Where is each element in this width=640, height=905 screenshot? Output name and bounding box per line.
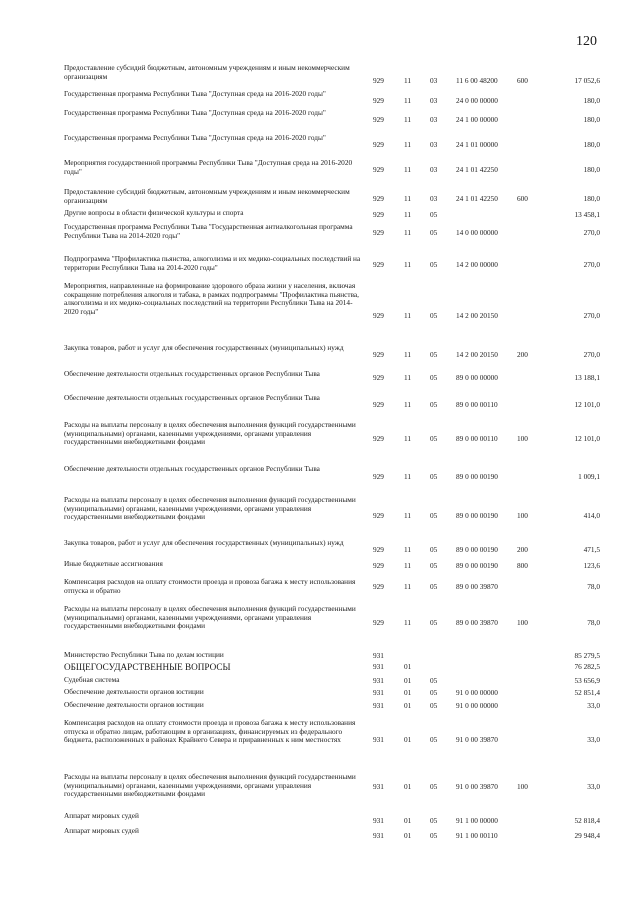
subsection-code: 05 bbox=[430, 545, 438, 554]
amount: 12 101,0 bbox=[574, 400, 600, 409]
amount: 78,0 bbox=[587, 582, 600, 591]
amount: 471,5 bbox=[583, 545, 600, 554]
ministry-code: 929 bbox=[373, 373, 384, 382]
section-code: 01 bbox=[404, 782, 412, 791]
subsection-code: 03 bbox=[430, 140, 438, 149]
row-description: Обеспечение деятельности органов юстиции bbox=[64, 700, 204, 709]
ministry-code: 929 bbox=[373, 194, 384, 203]
target-article-code: 91 1 00 00000 bbox=[456, 816, 498, 825]
row-description: Государственная программа Республики Тыва "Доступная среда на 2016-2020 годы" bbox=[64, 89, 326, 98]
target-article-code: 89 0 00 00110 bbox=[456, 434, 498, 443]
ministry-code: 929 bbox=[373, 165, 384, 174]
target-article-code: 14 2 00 20150 bbox=[456, 350, 498, 359]
row-description: Аппарат мировых судей bbox=[64, 811, 139, 820]
row-description: Закупка товаров, работ и услуг для обеспечения государственных (муниципальных) нужд bbox=[64, 343, 344, 352]
row-description: Предоставление субсидий бюджетным, автономным учреждениям и иным некоммерческим организациям bbox=[64, 187, 350, 205]
ministry-code: 929 bbox=[373, 545, 384, 554]
row-description: Подпрограмма "Профилактика пьянства, алкоголизма и их медико-социальных последствий на территории Республики Тыва на 2014-2020 годы" bbox=[64, 254, 361, 272]
row-description: Расходы на выплаты персоналу в целях обеспечения выполнения функций государственными (муниципальными) органами, казенными учреждениями, органами управления государственными внебюджетными фондами bbox=[64, 772, 356, 799]
ministry-code: 931 bbox=[373, 735, 384, 744]
section-code: 11 bbox=[404, 228, 412, 237]
target-article-code: 11 6 00 48200 bbox=[456, 76, 498, 85]
amount: 33,0 bbox=[587, 701, 600, 710]
section-code: 11 bbox=[404, 582, 412, 591]
amount: 270,0 bbox=[583, 350, 600, 359]
ministry-code: 929 bbox=[373, 260, 384, 269]
target-article-code: 89 0 00 00000 bbox=[456, 373, 498, 382]
row-description: Обеспечение деятельности отдельных государственных органов Республики Тыва bbox=[64, 393, 320, 402]
expense-type-code: 600 bbox=[517, 76, 528, 85]
target-article-code: 14 2 00 20150 bbox=[456, 311, 498, 320]
row-description: Компенсация расходов на оплату стоимости проезда и провоза багажа к месту использования отпуска и обратно bbox=[64, 577, 356, 595]
ministry-code: 929 bbox=[373, 434, 384, 443]
ministry-code: 929 bbox=[373, 472, 384, 481]
ministry-code: 929 bbox=[373, 400, 384, 409]
amount: 52 851,4 bbox=[574, 688, 600, 697]
ministry-code: 931 bbox=[373, 816, 384, 825]
subsection-code: 03 bbox=[430, 76, 438, 85]
subsection-code: 05 bbox=[430, 260, 438, 269]
amount: 1 009,1 bbox=[578, 472, 600, 481]
subsection-code: 05 bbox=[430, 311, 438, 320]
target-article-code: 89 0 00 39870 bbox=[456, 618, 498, 627]
subsection-code: 05 bbox=[430, 400, 438, 409]
ministry-code: 931 bbox=[373, 701, 384, 710]
section-code: 11 bbox=[404, 434, 412, 443]
amount: 76 282,5 bbox=[574, 662, 600, 671]
subsection-code: 03 bbox=[430, 194, 438, 203]
target-article-code: 24 1 00 00000 bbox=[456, 115, 498, 124]
amount: 180,0 bbox=[583, 165, 600, 174]
ministry-code: 929 bbox=[373, 350, 384, 359]
subsection-code: 05 bbox=[430, 511, 438, 520]
section-code: 11 bbox=[404, 115, 412, 124]
section-code: 01 bbox=[404, 676, 412, 685]
amount: 12 101,0 bbox=[574, 434, 600, 443]
ministry-code: 929 bbox=[373, 115, 384, 124]
amount: 414,0 bbox=[583, 511, 600, 520]
row-description: Расходы на выплаты персоналу в целях обеспечения выполнения функций государственными (муниципальными) органами, казенными учреждениями, органами управления государственными внебюджетными фондами bbox=[64, 604, 356, 631]
ministry-code: 929 bbox=[373, 210, 384, 219]
target-article-code: 89 0 00 39870 bbox=[456, 582, 498, 591]
amount: 33,0 bbox=[587, 782, 600, 791]
amount: 180,0 bbox=[583, 140, 600, 149]
section-code: 11 bbox=[404, 210, 412, 219]
ministry-code: 931 bbox=[373, 662, 384, 671]
subsection-code: 05 bbox=[430, 472, 438, 481]
page-number: 120 bbox=[576, 34, 597, 49]
ministry-code: 929 bbox=[373, 96, 384, 105]
target-article-code: 89 0 00 00190 bbox=[456, 472, 498, 481]
subsection-code: 05 bbox=[430, 618, 438, 627]
row-description: Обеспечение деятельности органов юстиции bbox=[64, 687, 204, 696]
subsection-code: 05 bbox=[430, 701, 438, 710]
row-description: Расходы на выплаты персоналу в целях обеспечения выполнения функций государственными (муниципальными) органами, казенными учреждениями, органами управления государственными внебюджетными фондами bbox=[64, 420, 356, 447]
section-code: 11 bbox=[404, 311, 412, 320]
row-description: Расходы на выплаты персоналу в целях обеспечения выполнения функций государственными (муниципальными) органами, казенными учреждениями, органами управления государственными внебюджетными фондами bbox=[64, 495, 356, 522]
expense-type-code: 100 bbox=[517, 434, 528, 443]
target-article-code: 24 1 01 42250 bbox=[456, 194, 498, 203]
subsection-code: 05 bbox=[430, 350, 438, 359]
ministry-code: 929 bbox=[373, 511, 384, 520]
expense-type-code: 600 bbox=[517, 194, 528, 203]
ministry-code: 931 bbox=[373, 688, 384, 697]
amount: 180,0 bbox=[583, 115, 600, 124]
target-article-code: 24 1 01 42250 bbox=[456, 165, 498, 174]
expense-type-code: 100 bbox=[517, 511, 528, 520]
section-code: 11 bbox=[404, 76, 412, 85]
subsection-code: 05 bbox=[430, 582, 438, 591]
expense-type-code: 200 bbox=[517, 545, 528, 554]
subsection-code: 05 bbox=[430, 373, 438, 382]
expense-type-code: 200 bbox=[517, 350, 528, 359]
expense-type-code: 100 bbox=[517, 618, 528, 627]
amount: 52 818,4 bbox=[574, 816, 600, 825]
row-description: Мероприятия государственной программы Республики Тыва "Доступная среда на 2016-2020 годы" bbox=[64, 158, 353, 176]
row-description: Обеспечение деятельности отдельных государственных органов Республики Тыва bbox=[64, 369, 320, 378]
row-description: Государственная программа Республики Тыва "Государственная антиалкогольная программа Республики Тыва на 2014-2020 годы" bbox=[64, 222, 353, 240]
section-code: 11 bbox=[404, 373, 412, 382]
row-description: Аппарат мировых судей bbox=[64, 826, 139, 835]
row-description: Иные бюджетные ассигнования bbox=[64, 559, 163, 568]
row-description: Предоставление субсидий бюджетным, автономным учреждениям и иным некоммерческим организациям bbox=[64, 63, 350, 81]
section-code: 11 bbox=[404, 511, 412, 520]
target-article-code: 14 2 00 00000 bbox=[456, 260, 498, 269]
ministry-code: 931 bbox=[373, 831, 384, 840]
section-code: 11 bbox=[404, 618, 412, 627]
section-code: 01 bbox=[404, 688, 412, 697]
ministry-code: 929 bbox=[373, 582, 384, 591]
subsection-code: 05 bbox=[430, 782, 438, 791]
target-article-code: 89 0 00 00190 bbox=[456, 545, 498, 554]
section-code: 11 bbox=[404, 165, 412, 174]
amount: 85 279,5 bbox=[574, 651, 600, 660]
amount: 17 052,6 bbox=[574, 76, 600, 85]
amount: 29 948,4 bbox=[574, 831, 600, 840]
section-code: 01 bbox=[404, 662, 412, 671]
target-article-code: 24 0 00 00000 bbox=[456, 96, 498, 105]
row-description: Судебная система bbox=[64, 675, 120, 684]
subsection-code: 05 bbox=[430, 676, 438, 685]
amount: 13 458,1 bbox=[574, 210, 600, 219]
target-article-code: 89 0 00 00190 bbox=[456, 511, 498, 520]
section-code: 11 bbox=[404, 96, 412, 105]
section-code: 01 bbox=[404, 735, 412, 744]
amount: 270,0 bbox=[583, 311, 600, 320]
section-code: 11 bbox=[404, 545, 412, 554]
section-code: 01 bbox=[404, 816, 412, 825]
section-code: 11 bbox=[404, 400, 412, 409]
ministry-code: 929 bbox=[373, 618, 384, 627]
amount: 78,0 bbox=[587, 618, 600, 627]
target-article-code: 89 0 00 00110 bbox=[456, 400, 498, 409]
target-article-code: 91 0 00 39870 bbox=[456, 782, 498, 791]
row-description: Закупка товаров, работ и услуг для обеспечения государственных (муниципальных) нужд bbox=[64, 538, 344, 547]
amount: 270,0 bbox=[583, 228, 600, 237]
subsection-code: 05 bbox=[430, 831, 438, 840]
amount: 53 656,9 bbox=[574, 676, 600, 685]
section-code: 11 bbox=[404, 140, 412, 149]
amount: 180,0 bbox=[583, 194, 600, 203]
subsection-code: 05 bbox=[430, 434, 438, 443]
target-article-code: 91 1 00 00110 bbox=[456, 831, 498, 840]
ministry-code: 929 bbox=[373, 76, 384, 85]
subsection-code: 05 bbox=[430, 816, 438, 825]
amount: 33,0 bbox=[587, 735, 600, 744]
ministry-code: 929 bbox=[373, 311, 384, 320]
amount: 13 188,1 bbox=[574, 373, 600, 382]
subsection-code: 05 bbox=[430, 210, 438, 219]
subsection-code: 03 bbox=[430, 165, 438, 174]
target-article-code: 91 0 00 00000 bbox=[456, 688, 498, 697]
subsection-code: 03 bbox=[430, 96, 438, 105]
subsection-code: 05 bbox=[430, 228, 438, 237]
section-code: 11 bbox=[404, 472, 412, 481]
ministry-code: 929 bbox=[373, 228, 384, 237]
target-article-code: 91 0 00 39870 bbox=[456, 735, 498, 744]
row-description: Министерство Республики Тыва по делам юстиции bbox=[64, 650, 224, 659]
expense-type-code: 100 bbox=[517, 782, 528, 791]
row-description: Государственная программа Республики Тыва "Доступная среда на 2016-2020 годы" bbox=[64, 108, 326, 117]
section-code: 11 bbox=[404, 350, 412, 359]
section-code: 01 bbox=[404, 701, 412, 710]
row-description: Обеспечение деятельности отдельных государственных органов Республики Тыва bbox=[64, 464, 320, 473]
ministry-code: 931 bbox=[373, 676, 384, 685]
section-code: 11 bbox=[404, 194, 412, 203]
subsection-code: 05 bbox=[430, 688, 438, 697]
target-article-code: 91 0 00 00000 bbox=[456, 701, 498, 710]
row-description: ОБЩЕГОСУДАРСТВЕННЫЕ ВОПРОСЫ bbox=[64, 662, 231, 672]
ministry-code: 931 bbox=[373, 651, 384, 660]
ministry-code: 931 bbox=[373, 782, 384, 791]
section-code: 11 bbox=[404, 260, 412, 269]
subsection-code: 05 bbox=[430, 735, 438, 744]
section-code: 01 bbox=[404, 831, 412, 840]
amount: 123,6 bbox=[583, 561, 600, 570]
target-article-code: 14 0 00 00000 bbox=[456, 228, 498, 237]
row-description: Государственная программа Республики Тыва "Доступная среда на 2016-2020 годы" bbox=[64, 133, 326, 142]
row-description: Другие вопросы в области физической культуры и спорта bbox=[64, 208, 244, 217]
row-description: Компенсация расходов на оплату стоимости проезда и провоза багажа к месту использования отпуска и обратно лицам, работающим в организациях, финансируемых из федерального бюджета, расположенных в районах Крайнего Севера и приравненных к ним местностях bbox=[64, 718, 356, 745]
target-article-code: 24 1 01 00000 bbox=[456, 140, 498, 149]
ministry-code: 929 bbox=[373, 140, 384, 149]
amount: 180,0 bbox=[583, 96, 600, 105]
expense-type-code: 800 bbox=[517, 561, 528, 570]
subsection-code: 03 bbox=[430, 115, 438, 124]
section-code: 11 bbox=[404, 561, 412, 570]
ministry-code: 929 bbox=[373, 561, 384, 570]
subsection-code: 05 bbox=[430, 561, 438, 570]
row-description: Мероприятия, направленные на формирование здорового образа жизни у населения, включая сокращение потребления алкоголя и табака, в рамках подпрограммы "Профилактика пьянства, алкоголизма и их медико-социальных последствий на территории Республики Тыва на 2014-2020 годы" bbox=[64, 281, 359, 316]
target-article-code: 89 0 00 00190 bbox=[456, 561, 498, 570]
amount: 270,0 bbox=[583, 260, 600, 269]
